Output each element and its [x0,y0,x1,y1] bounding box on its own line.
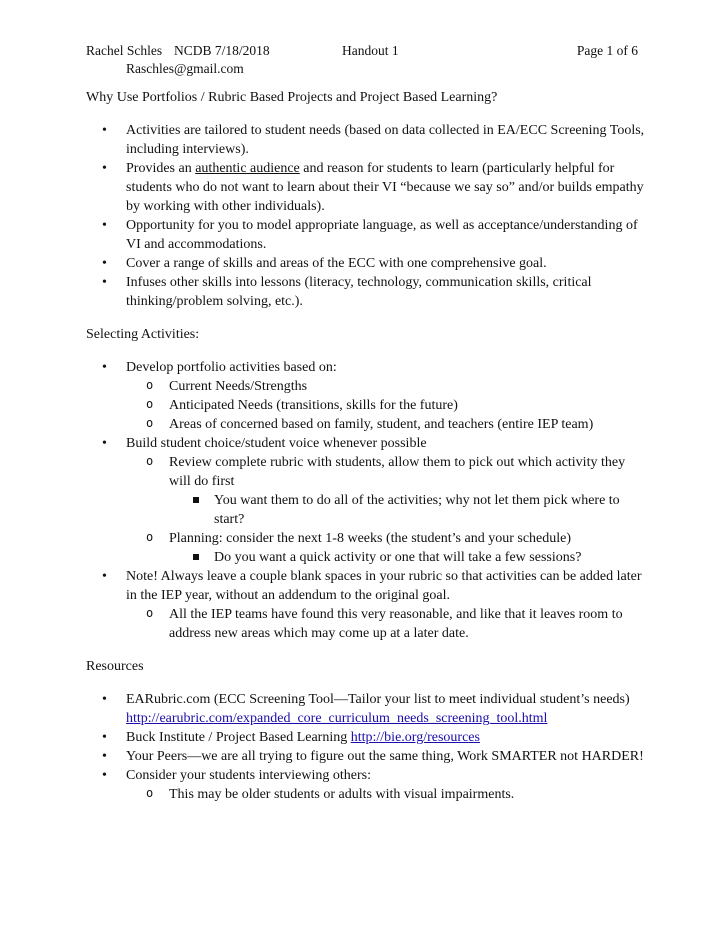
list-item: • Consider your students interviewing others: o This may be older students or adults with visual impairments. [86,766,646,804]
list-item: • Your Peers—we are all trying to figure out the same thing, Work SMARTER not HARDER! [86,747,646,766]
sub-list-item: o Anticipated Needs (transitions, skills for the future) [126,396,646,415]
header-page-number: Page 1 of 6 [576,43,638,58]
sub-list-item: o Areas of concerned based on family, student, and teachers (entire IEP team) [126,415,646,434]
list-item: • Activities are tailored to student needs (based on data collected in EA/ECC Screening Tools, including interviews). [86,121,646,159]
page-header [86,42,638,78]
why-list [86,121,646,311]
sub-list-item: o All the IEP teams have found this very reasonable, and like that it leaves room to address new areas which may come up at a later date. [126,605,646,643]
sub-sub-list-item: Do you want a quick activity or one that will take a few sessions? [169,548,646,567]
list-item: • Note! Always leave a couple blank spaces in your rubric so that activities can be added later in the IEP year, without an addendum to the original goal. o All the IEP teams have found this very reasonable, and like that it leaves room to address new areas which may come up at a later date. [86,567,646,643]
list-item: • Infuses other skills into lessons (literacy, technology, communication skills, critical thinking/problem solving, etc.). [86,273,646,311]
header-org-date: NCDB 7/18/2018 [174,43,270,58]
bie-resources-link[interactable]: http://bie.org/resources [350,730,480,745]
header-author: Rachel Schles [86,43,163,58]
list-item: • Cover a range of skills and areas of the ECC with one comprehensive goal. [86,254,646,273]
sub-list-item: o This may be older students or adults with visual impairments. [126,785,646,804]
list-item: • Buck Institute / Project Based Learning http://bie.org/resources [86,728,646,747]
section-heading-why: Why Use Portfolios / Rubric Based Projects and Project Based Learning? [86,90,498,105]
section-heading-selecting: Selecting Activities: [86,327,200,342]
selecting-list [86,358,646,643]
sub-sub-list-item: You want them to do all of the activities; why not let them pick where to start? [169,491,646,529]
header-email: Raschles@gmail.com [126,61,244,76]
list-item: • Build student choice/student voice whenever possible o Review complete rubric with students, allow them to pick out which activity they will do first You want them to do all of the activities; why not let them pick where to start? o Planning: consider the next 1-8 weeks (the student’s and your schedule) Do you want a quick activity or one that will take a few sessions? [86,434,646,567]
document-body [86,88,646,818]
sub-list-item: o Planning: consider the next 1-8 weeks (the student’s and your schedule) Do you want a quick activity or one that will take a few sessions? [126,529,646,567]
underlined-phrase: authentic audience [195,161,300,176]
list-item: • EARubric.com (ECC Screening Tool—Tailor your list to meet individual student’s needs) http://earubric.com/expanded_core_curriculum_needs_screening_tool.html [86,690,646,728]
section-heading-resources: Resources [86,659,144,674]
sub-list-item: o Review complete rubric with students, allow them to pick out which activity they will do first You want them to do all of the activities; why not let them pick where to start? [126,453,646,529]
earubric-link[interactable]: http://earubric.com/expanded_core_curriculum_needs_screening_tool.html [126,711,548,726]
sub-list-item: o Current Needs/Strengths [126,377,646,396]
list-item: • Develop portfolio activities based on: o Current Needs/Strengths o Anticipated Needs (transitions, skills for the future) o Areas of concerned based on family, student, and teachers (entire IEP team) [86,358,646,434]
list-item: • Provides an authentic audience and reason for students to learn (particularly helpful for students who do not want to learn about their VI “because we say so” and/or builds empathy by working with other individuals). [86,159,646,216]
header-handout: Handout 1 [342,43,399,58]
list-item: • Opportunity for you to model appropriate language, as well as acceptance/understanding of VI and accommodations. [86,216,646,254]
resources-list [86,690,646,804]
